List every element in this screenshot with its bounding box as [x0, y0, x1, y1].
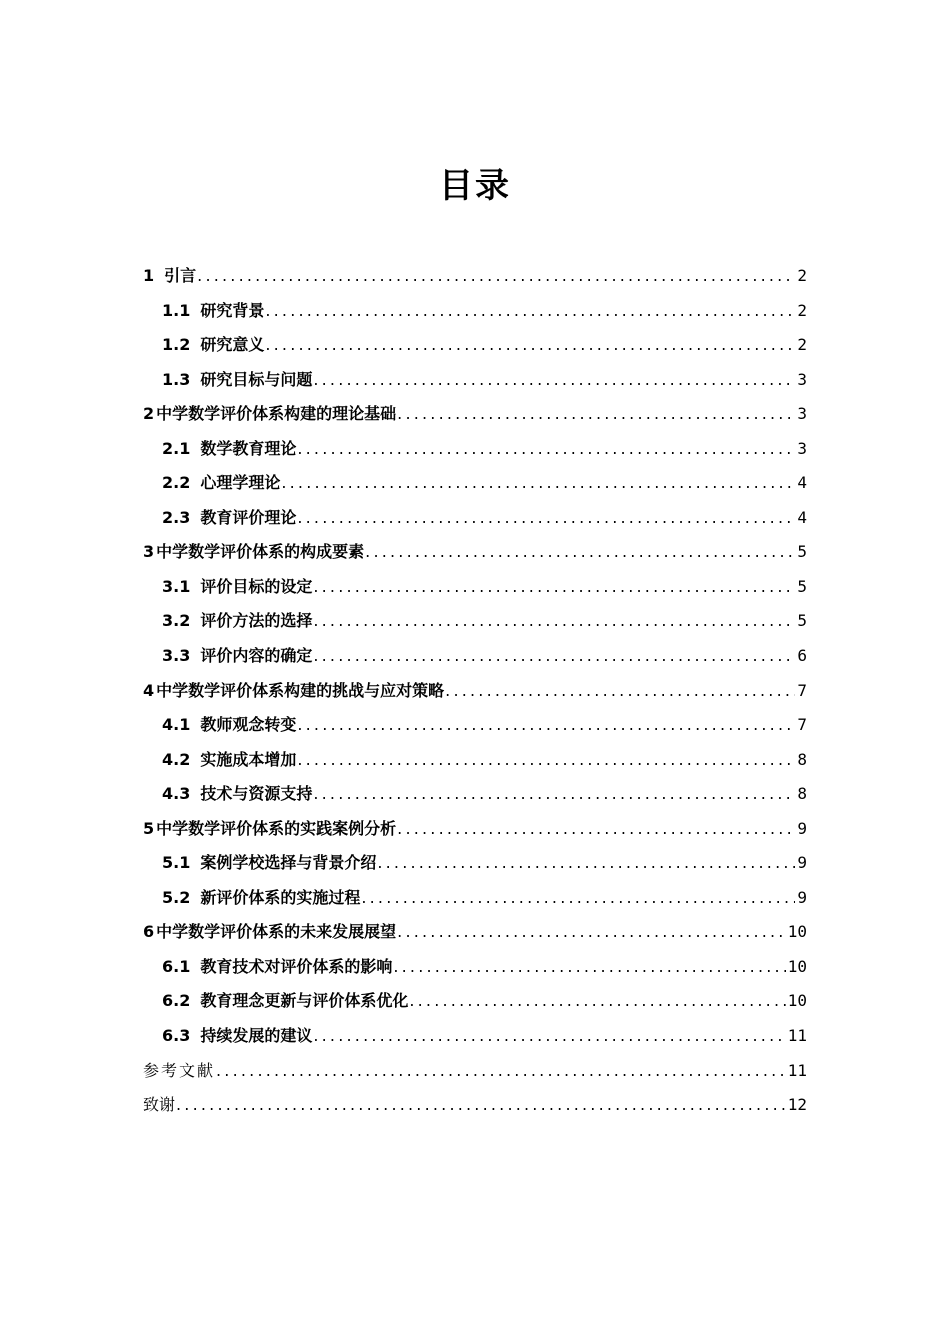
toc-entry-1-1[interactable]	[143, 294, 807, 329]
toc-entry-label	[162, 1019, 312, 1054]
toc-entry-label	[143, 915, 396, 950]
toc-entry-label	[162, 743, 296, 778]
toc-entry-acknowledgements[interactable]	[143, 1088, 807, 1123]
toc-entry-number: 3.2	[162, 611, 191, 631]
toc-entry-number: 6.1	[162, 956, 191, 976]
toc-entry-text: 参考文献	[143, 1060, 216, 1080]
toc-entry-label	[162, 501, 296, 536]
toc-entry-number: 6	[143, 922, 155, 942]
toc-entry-text: 数学教育理论	[200, 438, 297, 458]
toc-entry-text: 实施成本增加	[200, 749, 297, 769]
toc-entry-number: 1.2	[162, 335, 191, 355]
dot-leader	[281, 466, 795, 501]
toc-entry-text: 持续发展的建议	[200, 1026, 313, 1046]
toc-entry-text: 中学数学评价体系的未来发展展望	[156, 922, 397, 942]
toc-entry-text: 心理学理论	[200, 473, 281, 493]
toc-entry-5[interactable]	[143, 812, 807, 847]
page-title: 目录	[439, 166, 511, 206]
toc-entry-4-1[interactable]	[143, 708, 807, 743]
toc-entry-2-3[interactable]	[143, 501, 807, 536]
toc-entry-label	[143, 259, 196, 294]
dot-leader	[297, 432, 795, 467]
toc-page-number: 5	[797, 611, 807, 631]
toc-entry-number: 2.3	[162, 507, 191, 527]
toc-page-number: 7	[797, 715, 807, 735]
toc-entry-text: 研究背景	[200, 300, 265, 320]
toc-entry-3-3[interactable]	[143, 639, 807, 674]
toc-entry-text: 中学数学评价体系构建的理论基础	[156, 404, 397, 424]
toc-entry-1-3[interactable]	[143, 363, 807, 398]
toc-entry-text: 评价目标的设定	[200, 576, 313, 596]
toc-entry-label	[162, 950, 392, 985]
toc-page-number: 5	[797, 542, 807, 562]
toc-entry-label	[162, 328, 264, 363]
toc-entry-number: 6.2	[162, 991, 191, 1011]
dot-leader	[313, 1019, 785, 1054]
toc-entry-text: 技术与资源支持	[200, 784, 313, 804]
dot-leader	[313, 570, 795, 605]
toc-entry-number: 6.3	[162, 1026, 191, 1046]
toc-entry-label	[162, 639, 312, 674]
toc-entry-text: 评价方法的选择	[200, 611, 313, 631]
toc-entry-text: 评价内容的确定	[200, 646, 313, 666]
toc-entry-text: 教育技术对评价体系的影响	[200, 956, 393, 976]
toc-page-number: 9	[797, 818, 807, 838]
toc-entry-label	[143, 535, 364, 570]
dot-leader	[297, 743, 795, 778]
toc-entry-number: 3.3	[162, 646, 191, 666]
toc-page-number: 2	[797, 300, 807, 320]
table-of-contents	[143, 259, 807, 1123]
toc-entry-2-1[interactable]	[143, 432, 807, 467]
toc-entry-label	[162, 570, 312, 605]
dot-leader	[216, 1054, 786, 1089]
toc-entry-text: 中学数学评价体系的构成要素	[156, 542, 365, 562]
toc-entry-text: 中学数学评价体系的实践案例分析	[156, 818, 397, 838]
toc-entry-label	[162, 466, 280, 501]
dot-leader	[377, 846, 795, 881]
toc-entry-number: 1.3	[162, 369, 191, 389]
toc-entry-text: 研究目标与问题	[200, 369, 313, 389]
toc-entry-number: 5.1	[162, 853, 191, 873]
toc-entry-3[interactable]	[143, 535, 807, 570]
toc-entry-label	[162, 984, 408, 1019]
toc-entry-6-3[interactable]	[143, 1019, 807, 1054]
toc-entry-6-1[interactable]	[143, 950, 807, 985]
toc-page-number: 11	[787, 1060, 807, 1080]
toc-page-number: 3	[797, 404, 807, 424]
dot-leader	[313, 604, 795, 639]
toc-entry-4[interactable]	[143, 674, 807, 709]
toc-page-number: 8	[797, 784, 807, 804]
toc-page-number: 7	[797, 680, 807, 700]
toc-entry-references[interactable]	[143, 1054, 807, 1089]
toc-entry-3-1[interactable]	[143, 570, 807, 605]
toc-entry-number: 3.1	[162, 576, 191, 596]
toc-entry-label	[143, 1088, 175, 1123]
toc-entry-text: 案例学校选择与背景介绍	[200, 853, 377, 873]
toc-entry-text: 新评价体系的实施过程	[200, 887, 361, 907]
toc-entry-label	[143, 1054, 215, 1089]
dot-leader	[397, 397, 795, 432]
toc-entry-number: 3	[143, 542, 155, 562]
toc-entry-number: 1	[143, 266, 155, 285]
toc-entry-text: 致谢	[143, 1095, 176, 1115]
dot-leader	[397, 915, 786, 950]
toc-entry-number: 5.2	[162, 887, 191, 907]
toc-entry-label	[162, 294, 264, 329]
dot-leader	[297, 501, 795, 536]
toc-entry-label	[143, 397, 396, 432]
toc-entry-3-2[interactable]	[143, 604, 807, 639]
toc-entry-6-2[interactable]	[143, 984, 807, 1019]
toc-entry-label	[162, 604, 312, 639]
toc-entry-label	[162, 432, 296, 467]
dot-leader	[313, 777, 795, 812]
toc-entry-label	[162, 363, 312, 398]
toc-entry-number: 5	[143, 818, 155, 838]
toc-page-number: 9	[797, 853, 807, 873]
toc-entry-number: 2.1	[162, 438, 191, 458]
toc-page-number: 5	[797, 576, 807, 596]
toc-entry-4-2[interactable]	[143, 743, 807, 778]
toc-entry-label	[162, 846, 376, 881]
toc-entry-text: 研究意义	[200, 335, 265, 355]
toc-page-number: 10	[787, 922, 807, 942]
dot-leader	[265, 294, 795, 329]
toc-page-number: 8	[797, 749, 807, 769]
toc-entry-label	[143, 812, 396, 847]
dot-leader	[397, 812, 795, 847]
dot-leader	[365, 535, 795, 570]
toc-entry-number: 1.1	[162, 300, 191, 320]
toc-entry-label	[162, 881, 360, 916]
toc-entry-6[interactable]	[143, 915, 807, 950]
toc-entry-number: 2.2	[162, 473, 191, 493]
dot-leader	[409, 984, 785, 1019]
toc-entry-number: 4.2	[162, 749, 191, 769]
toc-page-number: 10	[787, 956, 807, 976]
toc-entry-2-2[interactable]	[143, 466, 807, 501]
toc-entry-1[interactable]	[143, 259, 807, 294]
toc-entry-number: 4.3	[162, 784, 191, 804]
toc-entry-label	[143, 674, 444, 709]
toc-entry-label	[162, 708, 296, 743]
dot-leader	[445, 674, 795, 709]
toc-page-number: 2	[797, 266, 807, 285]
toc-entry-5-1[interactable]	[143, 846, 807, 881]
dot-leader	[313, 639, 795, 674]
toc-entry-number: 4.1	[162, 715, 191, 735]
toc-entry-text: 教师观念转变	[200, 715, 297, 735]
dot-leader	[313, 363, 795, 398]
toc-page-number: 4	[797, 473, 807, 493]
toc-entry-label	[162, 777, 312, 812]
toc-entry-5-2[interactable]	[143, 881, 807, 916]
toc-page-number: 12	[787, 1095, 807, 1115]
toc-page-number: 11	[787, 1026, 807, 1046]
dot-leader	[176, 1088, 786, 1123]
dot-leader	[361, 881, 795, 916]
dot-leader	[265, 328, 795, 363]
toc-page-number: 9	[797, 887, 807, 907]
toc-page-number: 3	[797, 369, 807, 389]
toc-entry-text: 引言	[164, 266, 197, 285]
dot-leader	[393, 950, 785, 985]
toc-page-number: 3	[797, 438, 807, 458]
toc-page-number: 10	[787, 991, 807, 1011]
toc-entry-2[interactable]	[143, 397, 807, 432]
toc-entry-text: 教育理念更新与评价体系优化	[200, 991, 409, 1011]
dot-leader	[297, 708, 795, 743]
toc-page-number: 4	[797, 507, 807, 527]
toc-entry-text: 教育评价理论	[200, 507, 297, 527]
toc-page-number: 6	[797, 646, 807, 666]
dot-leader	[197, 259, 795, 294]
toc-entry-number: 4	[143, 680, 155, 700]
toc-entry-number: 2	[143, 404, 155, 424]
toc-entry-text: 中学数学评价体系构建的挑战与应对策略	[156, 680, 445, 700]
toc-entry-1-2[interactable]	[143, 328, 807, 363]
toc-entry-4-3[interactable]	[143, 777, 807, 812]
toc-page-number: 2	[797, 335, 807, 355]
